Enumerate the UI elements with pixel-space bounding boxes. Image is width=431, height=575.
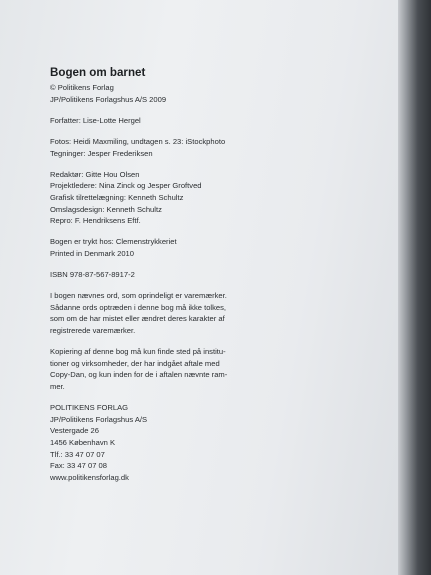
photos-line: Fotos: Heidi Maxmiling, undtagen s. 23: iStockphoto [50, 136, 226, 146]
graphic-design-line: Grafisk tilrettelægning: Kenneth Schultz [50, 192, 184, 202]
printer-line: Bogen er trykt hos: Clemenstrykkeriet [50, 237, 177, 247]
author-line: Forfatter: Lise-Lotte Hergel [50, 115, 141, 125]
page-edge-shadow [398, 0, 431, 575]
address-street: Vestergade 26 [50, 426, 99, 436]
address-city: 1456 København K [50, 438, 116, 447]
publisher-block [50, 82, 380, 105]
book-title: Bogen om barnet [50, 66, 146, 79]
drawings-line: Tegninger: Jesper Frederiksen [50, 148, 153, 158]
isbn-block [50, 269, 380, 281]
copy-block [50, 346, 380, 392]
address-company: JP/Politikens Forlagshus A/S [50, 414, 148, 424]
project-managers-line: Projektledere: Nina Zinck og Jesper Groftved [50, 181, 202, 191]
address-fax: Fax: 33 47 07 08 [50, 461, 107, 471]
author-block [50, 115, 380, 127]
colophon [50, 66, 380, 493]
printed-in-line: Printed in Denmark 2010 [50, 248, 134, 258]
address-block [50, 402, 380, 483]
trademark-line: registrerede varemærker. [50, 326, 136, 336]
print-block [50, 236, 380, 259]
copyright-line: © Politikens Forlag [50, 83, 114, 92]
trademark-block [50, 290, 380, 336]
credits-block [50, 169, 380, 227]
address-phone: Tlf.: 33 47 07 07 [50, 449, 105, 459]
isbn-line: ISBN 978-87-567-8917-2 [50, 270, 135, 280]
copy-line: tioner og virksomheder, der har indgået aftale med [50, 358, 220, 368]
trademark-line: som om de har mistet eller ændret deres karakter af [50, 314, 225, 324]
publisher-line: JP/Politikens Forlagshus A/S 2009 [50, 94, 167, 104]
copy-line: Copy-Dan, og kun inden for de i aftalen nævnte ram- [50, 370, 228, 380]
editor-line: Redaktør: Gitte Hou Olsen [50, 169, 140, 179]
trademark-line: Sådanne ords optræden i denne bog må ikke tolkes, [50, 302, 227, 312]
address-publisher-name: POLITIKENS FORLAG [50, 403, 129, 413]
repro-line: Repro: F. Hendriksens Eftf. [50, 216, 141, 226]
copy-line: Kopiering af denne bog må kun finde sted på institu- [50, 347, 226, 357]
cover-design-line: Omslagsdesign: Kenneth Schultz [50, 204, 162, 214]
trademark-line: I bogen nævnes ord, som oprindeligt er varemærker. [50, 291, 227, 301]
photo-block [50, 136, 380, 159]
address-website: www.politikensforlag.dk [50, 472, 129, 482]
copy-line: mer. [50, 382, 65, 392]
